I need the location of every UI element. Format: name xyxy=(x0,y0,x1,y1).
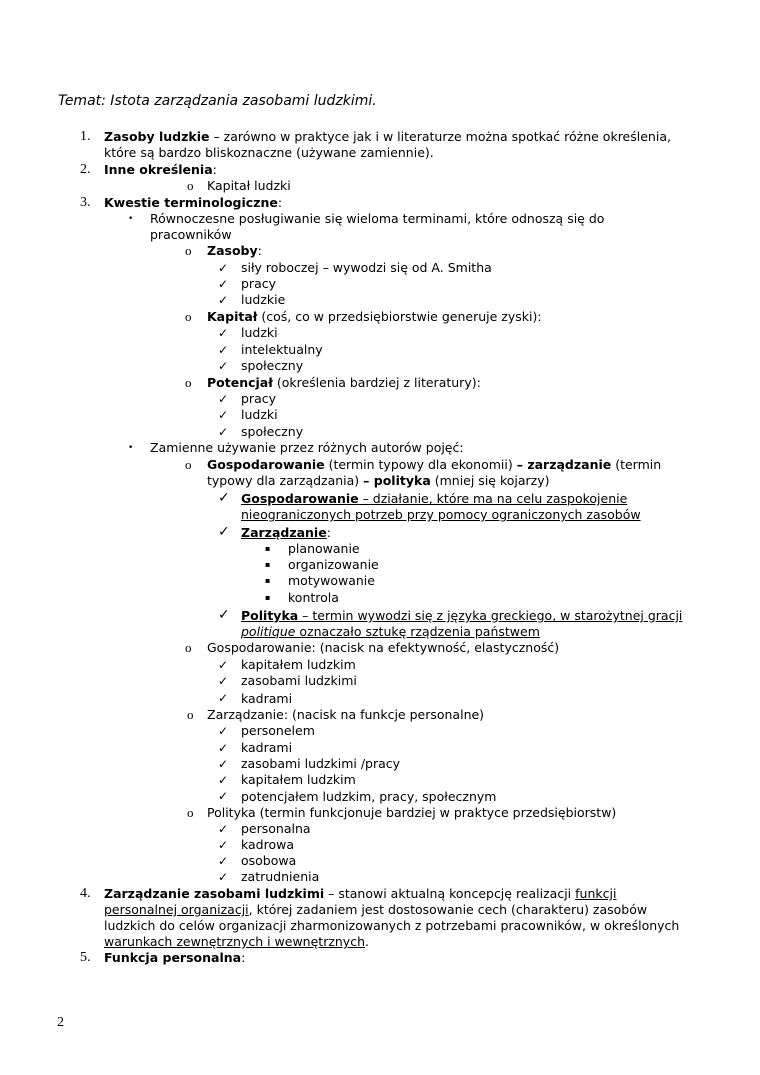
sub-item-potencjal: Potencjał (określenia bardziej z literatury): xyxy=(207,375,481,390)
circle-bullet-icon: o xyxy=(185,457,192,472)
check-icon: ✓ xyxy=(218,822,229,836)
check-item: zasobami ludzkimi xyxy=(241,673,357,688)
check-icon: ✓ xyxy=(218,674,229,688)
list-item-4: Zarządzanie zasobami ludzkimi – stanowi aktualną koncepcję realizacji funkcji xyxy=(104,886,617,901)
sub-item-kapital: Kapitał (coś, co w przedsiębiorstwie generuje zyski): xyxy=(207,309,542,324)
square-item: motywowanie xyxy=(288,573,375,588)
check-item: potencjałem ludzkim, pracy, społecznym xyxy=(241,789,497,804)
circle-bullet-icon: o xyxy=(187,178,194,193)
check-icon: ✓ xyxy=(218,392,229,406)
sub-item-polityka-2: Polityka (termin funkcjonuje bardziej w praktyce przedsiębiorstw) xyxy=(207,805,617,820)
check-icon: ✓ xyxy=(218,261,229,275)
list-item-3: Kwestie terminologiczne: xyxy=(104,195,283,210)
check-item: personalna xyxy=(241,821,311,836)
check-icon: ✓ xyxy=(218,870,229,884)
check-item: siły roboczej – wywodzi się od A. Smitha xyxy=(241,260,492,275)
check-icon: ✓ xyxy=(218,524,230,540)
check-icon: ✓ xyxy=(218,854,229,868)
check-item: personelem xyxy=(241,723,315,738)
list-item-2: Inne określenia: xyxy=(104,162,217,177)
bullet-item: Równoczesne posługiwanie się wieloma terminami, które odnoszą się do xyxy=(150,211,605,226)
sub-item-zarzadzanie-2: Zarządzanie: (nacisk na funkcje personalne) xyxy=(207,707,485,722)
check-item: pracy xyxy=(241,391,277,406)
check-item: społeczny xyxy=(241,424,304,439)
check-icon: ✓ xyxy=(218,293,229,307)
list-item-1: Zasoby ludzkie – zarówno w praktyce jak i w literaturze można spotkać różne określenia, xyxy=(104,129,671,144)
circle-bullet-icon: o xyxy=(187,805,194,820)
list-number: 2. xyxy=(80,162,91,177)
square-item: planowanie xyxy=(288,541,360,556)
check-icon: ✓ xyxy=(218,724,229,738)
bullet-item: Zamienne używanie przez różnych autorów pojęć: xyxy=(150,440,464,455)
square-bullet-icon: ▪ xyxy=(265,576,271,585)
bullet-icon: • xyxy=(128,214,134,224)
check-item: ludzki xyxy=(241,407,278,422)
check-icon: ✓ xyxy=(218,277,229,291)
sub-item-gospodarowanie-2: Gospodarowanie: (nacisk na efektywność, elastyczność) xyxy=(207,640,560,655)
check-icon: ✓ xyxy=(218,658,229,672)
circle-bullet-icon: o xyxy=(185,243,192,258)
list-number: 1. xyxy=(80,129,91,144)
sub-item-zasoby: Zasoby: xyxy=(207,243,262,258)
bullet-item-cont: pracowników xyxy=(150,227,232,242)
check-item: zatrudnienia xyxy=(241,869,320,884)
circle-bullet-icon: o xyxy=(185,640,192,655)
check-item: społeczny xyxy=(241,358,304,373)
square-bullet-icon: ▪ xyxy=(265,560,271,569)
check-icon: ✓ xyxy=(218,607,230,623)
check-icon: ✓ xyxy=(218,757,229,771)
definition-gospodarowanie-cont: nieograniczonych potrzeb przy pomocy ograniczonych zasobów xyxy=(241,507,641,522)
list-item-1-cont: które są bardzo bliskoznaczne (używane zamiennie). xyxy=(104,145,434,160)
page-title: Temat: Istota zarządzania zasobami ludzkimi. xyxy=(58,93,377,109)
check-item: ludzkie xyxy=(241,292,286,307)
check-item: kadrami xyxy=(241,691,293,706)
list-item-4-cont: warunkach zewnętrznych i wewnętrznych. xyxy=(104,934,369,949)
check-icon: ✓ xyxy=(218,741,229,755)
circle-bullet-icon: o xyxy=(185,375,192,390)
check-item: zasobami ludzkimi /pracy xyxy=(241,756,401,771)
sub-item-gospodarowanie: Gospodarowanie (termin typowy dla ekonomii) – zarządzanie (termin xyxy=(207,457,662,472)
check-icon: ✓ xyxy=(218,408,229,422)
check-item: pracy xyxy=(241,276,277,291)
circle-bullet-icon: o xyxy=(185,309,192,324)
list-number: 5. xyxy=(80,950,91,965)
definition-polityka-cont: politique oznaczało sztukę rządzenia państwem xyxy=(241,624,540,639)
check-icon: ✓ xyxy=(218,789,229,803)
circle-bullet-icon: o xyxy=(187,707,194,722)
page-number: 2 xyxy=(57,1015,64,1030)
check-item: intelektualny xyxy=(241,342,323,357)
check-item: ludzki xyxy=(241,325,278,340)
check-icon: ✓ xyxy=(218,838,229,852)
sub-item-gospodarowanie-cont: typowy dla zarządzania) – polityka (mniej się kojarzy) xyxy=(207,473,550,488)
check-icon: ✓ xyxy=(218,343,229,357)
square-bullet-icon: ▪ xyxy=(265,593,271,602)
list-number: 4. xyxy=(80,886,91,901)
definition-zarzadzanie: Zarządzanie: xyxy=(241,525,331,540)
check-item: kadrowa xyxy=(241,837,295,852)
check-item: kapitałem ludzkim xyxy=(241,772,356,787)
check-icon: ✓ xyxy=(218,773,229,787)
check-item: kadrami xyxy=(241,740,293,755)
definition-gospodarowanie: Gospodarowanie – działanie, które ma na celu zaspokojenie xyxy=(241,491,628,506)
list-number: 3. xyxy=(80,195,91,210)
square-item: kontrola xyxy=(288,590,339,605)
check-icon: ✓ xyxy=(218,326,229,340)
check-icon: ✓ xyxy=(218,490,230,506)
list-item-4-cont: personalnej organizacji, której zadaniem jest dostosowanie cech (charakteru) zasobów xyxy=(104,902,648,917)
square-bullet-icon: ▪ xyxy=(265,544,271,553)
check-icon: ✓ xyxy=(218,691,229,705)
list-item-4-cont: ludzkich do celów organizacji zharmonizowanych z potrzebami pracowników, w określonych xyxy=(104,918,680,933)
bullet-icon: • xyxy=(128,443,134,453)
check-icon: ✓ xyxy=(218,359,229,373)
check-icon: ✓ xyxy=(218,425,229,439)
check-item: kapitałem ludzkim xyxy=(241,657,356,672)
square-item: organizowanie xyxy=(288,557,379,572)
check-item: osobowa xyxy=(241,853,297,868)
list-item-5: Funkcja personalna: xyxy=(104,950,246,965)
definition-polityka: Polityka – termin wywodzi się z języka greckiego, w starożytnej gracji xyxy=(241,608,683,623)
sub-item: Kapitał ludzki xyxy=(207,178,291,193)
